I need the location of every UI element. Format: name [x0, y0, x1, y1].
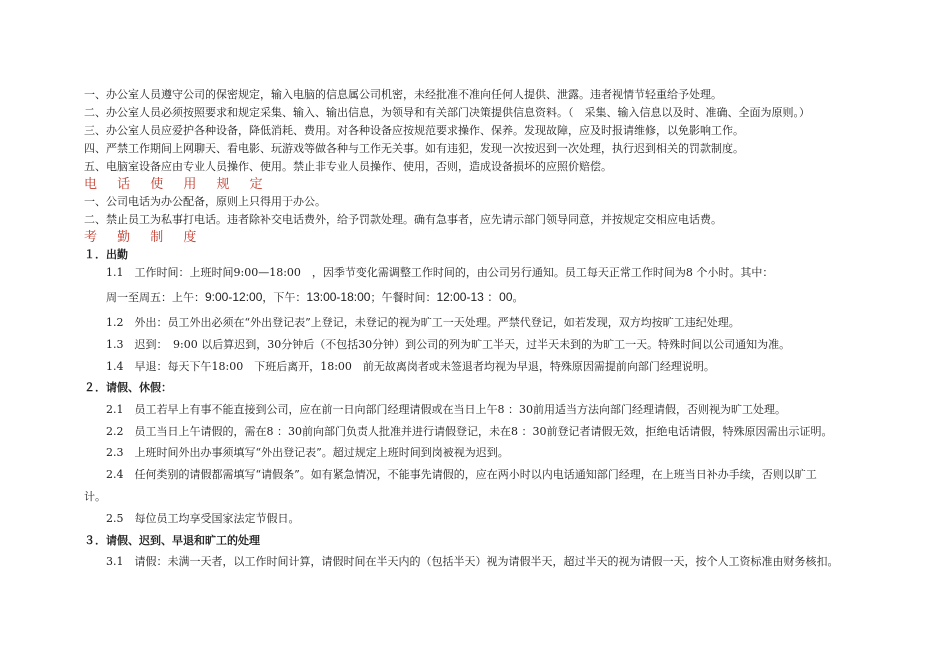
clause-1-3: 1.3 迟到： 9:00 以后算迟到，30分钟后（不包括30分钟）到公司的列为旷工半天，过半天未到的为旷工一天。特殊时间以公司通知为准。	[106, 338, 791, 351]
section-3-title: ３．请假、迟到、早退和旷工的处理	[84, 534, 260, 547]
clause-1-2: 1.2 外出：员工外出必须在“外出登记表”上登记，未登记的视为旷工一天处理。严禁代登记，如若发现，双方均按旷工违纪处理。	[106, 316, 740, 329]
section-1-title: １．出勤	[84, 248, 128, 261]
weekday-label: 周一至周五：上午：	[106, 291, 205, 304]
clause-1-4: 1.4 早退：每天下午18:00 下班后离开，18:00 前无故离岗者或未签退者均视为早退，特殊原因需提前向部门经理说明。	[106, 360, 715, 373]
section-2-title: ２．请假、休假：	[84, 381, 172, 394]
phone-rule-1: 一、公司电话为办公配备，原则上只得用于办公。	[84, 195, 326, 208]
afternoon-label: ，下午：	[262, 291, 307, 304]
clause-2-5: 2.5 每位员工均享受国家法定节假日。	[106, 512, 300, 525]
clause-1-1-schedule	[106, 290, 524, 305]
afternoon-hours: 13:00-18:00	[306, 290, 371, 304]
rule-5: 五、电脑室设备应由专业人员操作、使用。禁止非专业人员操作、使用，否则，造成设备损坏的应照价赔偿。	[84, 160, 612, 173]
rule-2: 二、办公室人员必须按照要求和规定采集、输入、输出信息，为领导和有关部门决策提供信息资料。（ 采集、输入信息以及时、准确、全面为原则。）	[84, 106, 810, 119]
attendance-heading: 考 勤 制 度	[84, 230, 205, 245]
clause-2-3: 2.3 上班时间外出办事须填写“外出登记表”。超过规定上班时间到岗被视为迟到。	[106, 446, 509, 459]
phone-rules-heading: 电 话 使 用 规 定	[84, 177, 271, 192]
rule-4: 四、严禁工作期间上网聊天、看电影、玩游戏等做各种与工作无关事。如有违犯，发现一次按迟到一次处理，执行迟到相关的罚款制度。	[84, 142, 744, 155]
schedule-end: 。	[512, 291, 524, 304]
clause-2-2: 2.2 员工当日上午请假的，需在8 ：30前向部门负责人批准并进行请假登记，未在8 ：30前登记者请假无效，拒绝电话请假，特殊原因需出示证明。	[106, 425, 833, 438]
morning-hours: 9:00-12:00	[205, 290, 263, 304]
lunch-hours: 12:00-13 ：00	[436, 290, 513, 304]
clause-2-4-cont: 计。	[84, 490, 106, 503]
clause-1-1: 1.1 工作时间：上班时间9:00—18:00 ，因季节变化需调整工作时间的，由公司另行通知。员工每天正常工作时间为8 个小时。其中：	[106, 266, 774, 279]
phone-rule-2: 二、禁止员工为私事打电话。违者除补交电话费外，给予罚款处理。确有急事者，应先请示部门领导同意，并按规定交相应电话费。	[84, 213, 722, 226]
lunch-label: ；午餐时间：	[370, 291, 437, 304]
clause-3-1: 3.1 请假：未满一天者，以工作时间计算，请假时间在半天内的（包括半天）视为请假半天，超过半天的视为请假一天，按个人工资标准由财务核扣。	[106, 555, 839, 568]
clause-2-4: 2.4 任何类别的请假都需填写“请假条”。如有紧急情况，不能事先请假的，应在两小时以内电话通知部门经理，在上班当日补办手续，否则以旷工	[106, 468, 817, 481]
rule-1: 一、办公室人员遵守公司的保密规定，输入电脑的信息属公司机密，未经批准不准向任何人提供、泄露。违者视情节轻重给予处理。	[84, 88, 722, 101]
clause-2-1: 2.1 员工若早上有事不能直接到公司，应在前一日向部门经理请假或在当日上午8 ：30前用适当方法向部门经理请假，否则视为旷工处理。	[106, 403, 786, 416]
rule-3: 三、办公室人员应爱护各种设备，降低消耗、费用。对各种设备应按规范要求操作、保养。发现故障，应及时报请维修，以免影响工作。	[84, 124, 744, 137]
